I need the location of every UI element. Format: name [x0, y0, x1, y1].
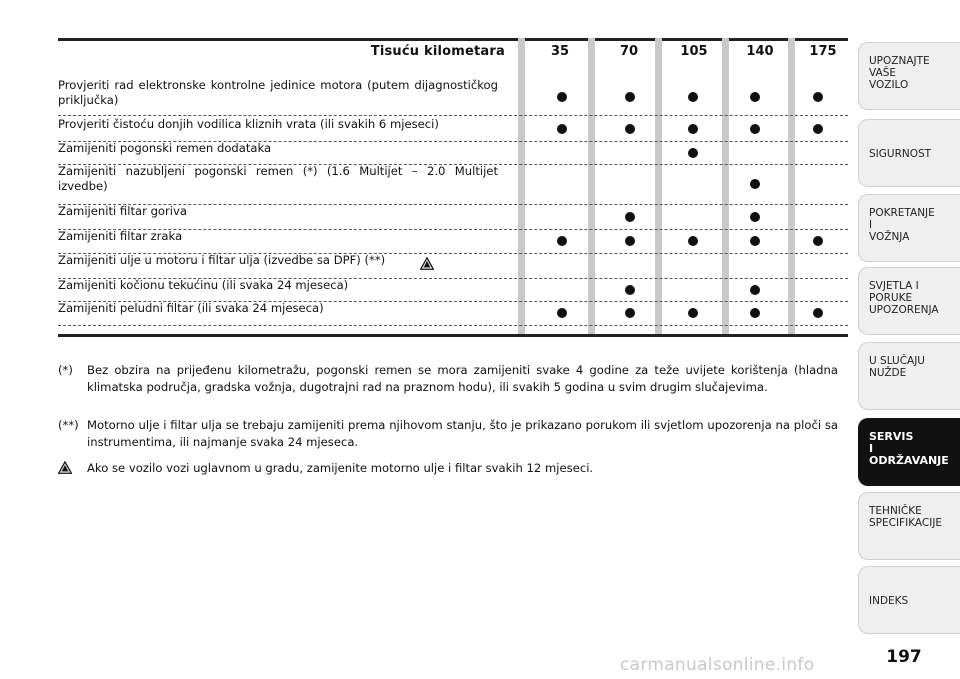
footnote-mark: (*): [58, 363, 73, 377]
service-mark-dot: [750, 285, 760, 295]
service-mark-dot: [813, 92, 823, 102]
service-mark-dot: [625, 212, 635, 222]
table-row: [58, 117, 848, 142]
service-mark-dot: [557, 124, 567, 134]
task-label: Provjeriti čistoću donjih vodilica kliznih vrata (ili svakih 6 mjeseci): [58, 117, 439, 131]
km-column-header: 70: [619, 44, 639, 59]
task-label: Zamijeniti filtar zraka: [58, 229, 183, 243]
service-mark-dot: [557, 236, 567, 246]
service-mark-dot: [688, 92, 698, 102]
task-label: Zamijeniti ulje u motoru i filtar ulja (izvedbe sa DPF) (**): [58, 253, 386, 267]
task-label: Zamijeniti peludni filtar (ili svaka 24 mjeseca): [58, 301, 324, 315]
warning-triangle-icon: [58, 461, 88, 479]
service-mark-dot: [688, 236, 698, 246]
table-bottom-rule: [58, 334, 848, 337]
service-mark-dot: [750, 236, 760, 246]
task-label: Zamijeniti pogonski remen dodataka: [58, 141, 272, 155]
table-row: [58, 278, 848, 302]
chapter-tab[interactable]: INDEKS: [858, 566, 960, 634]
table-row: [58, 78, 848, 116]
service-mark-dot: [557, 92, 567, 102]
service-mark-dot: [688, 148, 698, 158]
page-number: 197: [886, 647, 922, 667]
service-mark-dot: [750, 124, 760, 134]
service-mark-dot: [625, 92, 635, 102]
service-mark-dot: [750, 92, 760, 102]
task-label: Provjeriti rad elektronske kontrolne jedinice motora (putem dijagnostičkog priključka): [58, 78, 498, 107]
service-mark-dot: [688, 124, 698, 134]
footnote-text: Motorno ulje i filtar ulja se trebaju zamijeniti prema njihovom stanju, što je prikazano porukom ili svjetlom upozorenja na ploči sa instrumentima, ili najmanje svaka 24 mjeseca.: [87, 418, 838, 449]
chapter-tab[interactable]: POKRETANJE I VOŽNJA: [858, 194, 960, 262]
table-row: [58, 204, 848, 230]
task-label: Zamijeniti kočionu tekućinu (ili svaka 24 mjeseca): [58, 278, 349, 292]
km-column-header: 175: [809, 44, 837, 59]
chapter-tab[interactable]: UPOZNAJTE VAŠE VOZILO: [858, 42, 960, 110]
service-mark-dot: [750, 212, 760, 222]
chapter-tab[interactable]: SVJETLA I PORUKE UPOZORENJA: [858, 267, 960, 335]
service-mark-dot: [557, 308, 567, 318]
footnote-text: Ako se vozilo vozi uglavnom u gradu, zamijenite motorno ulje i filtar svakih 12 mjeseci.: [87, 461, 594, 475]
km-column-header: 35: [550, 44, 570, 59]
chapter-tab[interactable]: TEHNIČKE SPECIFIKACIJE: [858, 492, 960, 560]
task-label: Zamijeniti filtar goriva: [58, 204, 187, 218]
table-row: [58, 164, 848, 205]
footnote-text: Bez obzira na prijeđenu kilometražu, pogonski remen se mora zamijeniti svake 4 godine za teže uvijete korištenja (hladna klimatska područja, gradska vožnja, dugotrajni rad na praznom hodu), ili svakih 5 godina u svim drugim slučajevima.: [87, 363, 838, 394]
service-mark-dot: [625, 236, 635, 246]
table-row: [58, 301, 848, 326]
service-mark-dot: [750, 179, 760, 189]
table-row: [58, 141, 848, 165]
service-mark-dot: [813, 124, 823, 134]
footnote-mark: (**): [58, 418, 79, 432]
service-mark-dot: [813, 236, 823, 246]
warning-triangle-icon: [420, 255, 434, 274]
table-header-title: Tisuću kilometara: [370, 44, 505, 59]
chapter-tab[interactable]: SIGURNOST: [858, 119, 960, 187]
table-top-rule: [58, 38, 848, 41]
service-mark-dot: [625, 308, 635, 318]
task-label: Zamijeniti nazubljeni pogonski remen (*) (1.6 Multijet – 2.0 Multijet izvedbe): [58, 164, 498, 193]
table-row: [58, 253, 848, 279]
service-mark-dot: [625, 124, 635, 134]
km-column-header: 105: [680, 44, 708, 59]
chapter-tab[interactable]: SERVIS I ODRŽAVANJE: [858, 418, 960, 486]
service-mark-dot: [813, 308, 823, 318]
km-column-header: 140: [746, 44, 774, 59]
service-mark-dot: [625, 285, 635, 295]
watermark: carmanualsonline.info: [620, 655, 815, 675]
chapter-tab[interactable]: U SLUČAJU NUŽDE: [858, 342, 960, 410]
table-row: [58, 229, 848, 254]
service-mark-dot: [750, 308, 760, 318]
service-mark-dot: [688, 308, 698, 318]
